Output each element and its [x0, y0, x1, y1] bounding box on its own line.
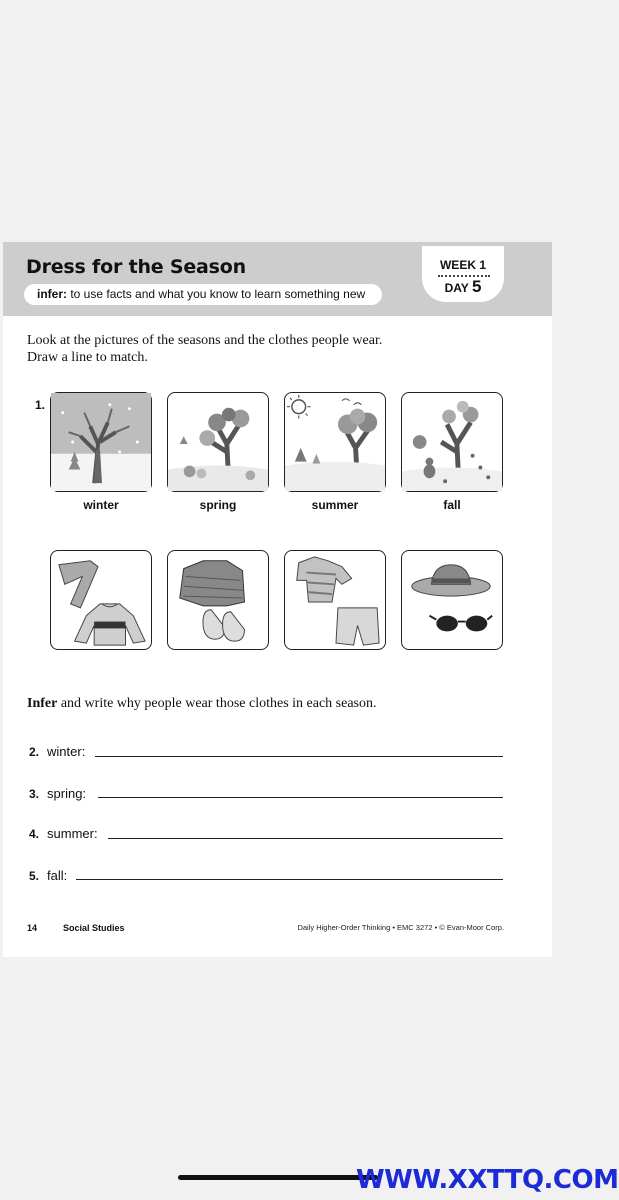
page-title: Dress for the Season	[26, 256, 246, 278]
line-label: fall:	[47, 868, 68, 883]
summer-tree-icon	[285, 393, 385, 491]
sunhat-sunglasses-icon	[402, 551, 502, 649]
day-label	[422, 277, 504, 297]
answer-rule-winter[interactable]	[95, 756, 503, 757]
answer-rule-spring[interactable]	[98, 797, 503, 798]
line-label: spring:	[47, 786, 87, 801]
definition-text: to use facts and what you know to learn something new	[70, 287, 366, 301]
watermark: WWW.XXTTQ.COM	[356, 1165, 619, 1195]
page-number: 14	[27, 923, 38, 933]
instruction-line-1: Look at the pictures of the seasons and the clothes people wear.	[27, 333, 383, 348]
line-label: summer:	[47, 826, 98, 841]
subject-label: Social Studies	[63, 923, 125, 933]
tshirt-shorts-icon	[285, 551, 385, 649]
winter-card[interactable]	[50, 392, 152, 492]
writing-line-fall	[29, 868, 67, 884]
summer-card[interactable]	[284, 392, 386, 492]
season-label-fall: fall	[443, 498, 461, 512]
header-band	[3, 242, 552, 316]
infer-term: Infer	[27, 696, 58, 711]
jacket-mittens-card[interactable]	[167, 550, 269, 650]
spring-tree-icon	[168, 393, 268, 491]
definition-pill	[24, 284, 382, 305]
winter-clothes-card[interactable]	[50, 550, 152, 650]
writing-line-summer	[29, 826, 98, 842]
day-prefix: DAY	[444, 281, 469, 295]
publisher-credit: Daily Higher-Order Thinking • EMC 3272 • © Evan-Moor Corp.	[297, 923, 504, 932]
line-label: winter:	[47, 744, 86, 759]
winter-clothes-icon	[51, 551, 151, 649]
day-number: 5	[471, 277, 482, 296]
sunhat-sunglasses-card[interactable]	[401, 550, 503, 650]
line-number: 4.	[29, 827, 40, 841]
winter-tree-icon	[51, 393, 151, 491]
line-number: 5.	[29, 869, 40, 883]
writing-line-winter	[29, 744, 85, 760]
fall-tree-icon	[402, 393, 502, 491]
home-indicator[interactable]	[178, 1175, 378, 1180]
fall-card[interactable]	[401, 392, 503, 492]
answer-rule-fall[interactable]	[76, 879, 503, 880]
instruction-line-2: Draw a line to match.	[27, 350, 148, 365]
week-label: WEEK 1	[439, 258, 486, 272]
line-number: 2.	[29, 745, 40, 759]
tshirt-shorts-card[interactable]	[284, 550, 386, 650]
season-label-spring: spring	[199, 498, 237, 512]
spring-card[interactable]	[167, 392, 269, 492]
question-number: 1.	[35, 398, 46, 412]
infer-prompt	[27, 696, 377, 712]
definition-term: infer:	[37, 287, 67, 301]
week-day-tab	[422, 246, 504, 302]
answer-rule-summer[interactable]	[108, 838, 503, 839]
line-number: 3.	[29, 787, 40, 801]
season-label-summer: summer	[311, 498, 359, 512]
instructions	[27, 332, 427, 366]
season-label-winter: winter	[83, 498, 119, 512]
infer-prompt-text: and write why people wear those clothes in each season.	[60, 696, 377, 711]
jacket-mittens-icon	[168, 551, 268, 649]
worksheet-page	[3, 242, 552, 957]
writing-line-spring	[29, 786, 86, 802]
